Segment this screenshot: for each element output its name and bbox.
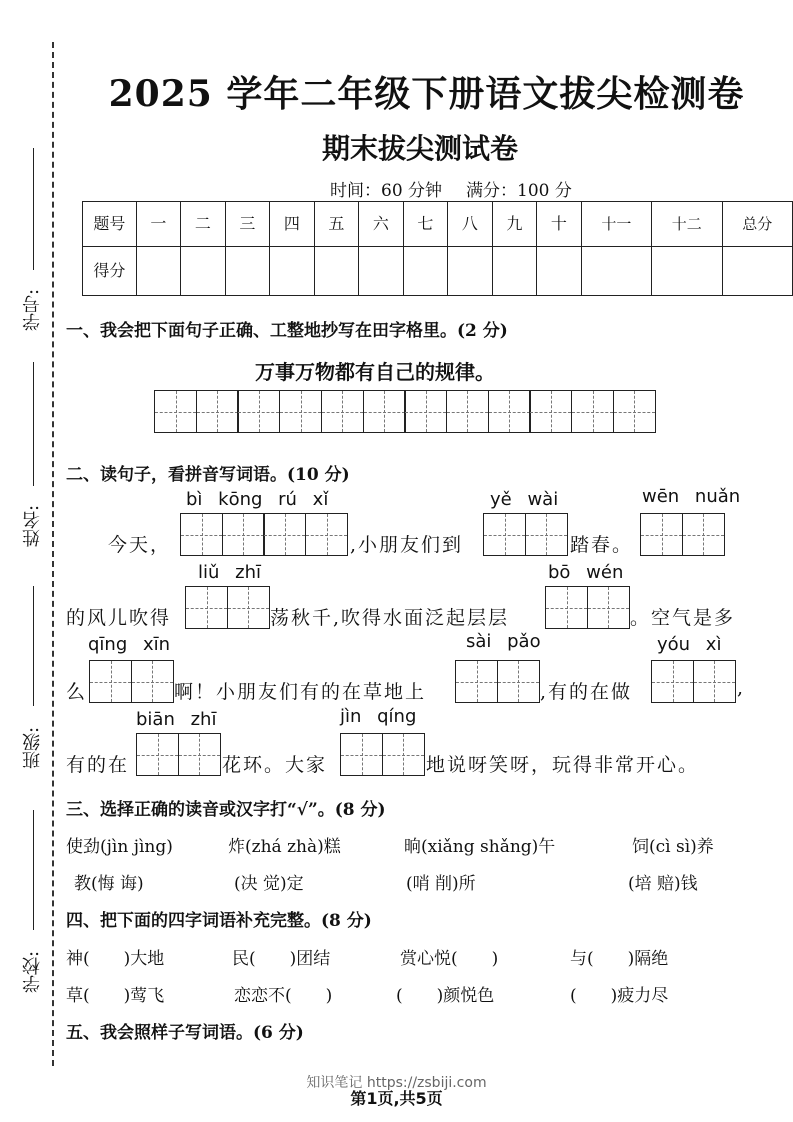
score-col-1: 一: [136, 202, 181, 247]
choice-item[interactable]: (培 赔)钱: [628, 874, 698, 894]
tian-cell[interactable]: [340, 733, 383, 776]
section-3-heading: 三、选择正确的读音或汉字打“√”。(8 分): [66, 800, 386, 820]
score-col-3: 三: [225, 202, 270, 247]
score-cell[interactable]: [722, 247, 792, 296]
footer-site-watermark: 知识笔记 https://zsbiji.com: [306, 1075, 487, 1091]
choice-item[interactable]: (决 觉)定: [234, 874, 304, 894]
section-2-heading: 二、读句子，看拼音写词语。(10 分): [66, 465, 350, 485]
tian-cell[interactable]: [446, 390, 489, 433]
pinyin-9: biān zhī: [136, 709, 217, 730]
tian-cell[interactable]: [279, 390, 322, 433]
score-col-6: 六: [359, 202, 404, 247]
pinyin-2: yě wài: [490, 489, 559, 510]
school-label: 学校:: [22, 950, 43, 994]
binding-dashed-line: [52, 42, 54, 1066]
s2-text-5: 荡秋千,吹得水面泛起层层: [270, 607, 510, 629]
score-col-10: 十: [537, 202, 582, 247]
tian-cell[interactable]: [89, 660, 132, 703]
score-cell[interactable]: [403, 247, 448, 296]
score-row2-head: 得分: [83, 247, 137, 296]
tian-cell[interactable]: [196, 390, 239, 433]
tian-cell[interactable]: [488, 390, 531, 433]
pinyin-7: sài pǎo: [466, 631, 541, 652]
score-col-4: 四: [270, 202, 315, 247]
tian-cell[interactable]: [483, 513, 526, 556]
idiom-item[interactable]: 与( )隔绝: [570, 949, 669, 969]
score-table-header-row: [83, 202, 793, 247]
tian-cell[interactable]: [640, 513, 683, 556]
id-blank-line: [33, 148, 34, 270]
s2-text-10: ,: [737, 677, 746, 699]
pinyin-8: yóu xì: [657, 634, 722, 655]
page-subtitle: 期末拔尖测试卷: [321, 132, 518, 165]
score-row1-head: 题号: [83, 202, 137, 247]
choice-item[interactable]: 教(悔 诲): [74, 874, 144, 894]
exam-time: 时间：60 分钟: [330, 181, 443, 201]
score-cell[interactable]: [359, 247, 404, 296]
tian-cell[interactable]: [651, 660, 694, 703]
score-col-5: 五: [314, 202, 359, 247]
idiom-item[interactable]: 民( )团结: [232, 949, 331, 969]
tian-cell[interactable]: [180, 513, 223, 556]
section-4-heading: 四、把下面的四字词语补充完整。(8 分): [66, 911, 372, 931]
answer-grid-7[interactable]: [455, 660, 540, 703]
idiom-item[interactable]: 恋恋不( ): [234, 986, 333, 1006]
answer-grid-9[interactable]: [136, 733, 221, 776]
answer-grid-5[interactable]: [545, 586, 630, 629]
tian-cell[interactable]: [525, 513, 568, 556]
tian-cell[interactable]: [154, 390, 197, 433]
class-blank-line: [33, 810, 34, 930]
s2-text-2: ,小朋友们到: [350, 534, 464, 556]
score-cell[interactable]: [136, 247, 181, 296]
s2-text-6: 。空气是多: [630, 607, 736, 629]
tian-cell[interactable]: [185, 586, 228, 629]
tian-cell[interactable]: [497, 660, 540, 703]
score-table-score-row: [83, 247, 793, 296]
tian-cell[interactable]: [178, 733, 221, 776]
name-label: 姓名:: [22, 504, 43, 548]
tian-cell[interactable]: [455, 660, 498, 703]
page-title: 2025 学年二年级下册语文拔尖检测卷: [108, 73, 745, 115]
tian-cell[interactable]: [363, 390, 406, 433]
score-col-8: 八: [448, 202, 493, 247]
s2-text-1: 今天，: [108, 534, 172, 556]
s2-text-4: 的风儿吹得: [66, 607, 172, 629]
answer-grid-3[interactable]: [640, 513, 725, 556]
pinyin-10: jìn qíng: [340, 706, 417, 727]
score-cell[interactable]: [314, 247, 359, 296]
idiom-item[interactable]: 赏心悦( ): [400, 949, 499, 969]
score-cell[interactable]: [537, 247, 582, 296]
s2-text-8: 啊！小朋友们有的在草地上: [174, 681, 427, 703]
idiom-item[interactable]: ( )颜悦色: [396, 986, 495, 1006]
tian-cell[interactable]: [382, 733, 425, 776]
tian-cell[interactable]: [131, 660, 174, 703]
score-cell[interactable]: [581, 247, 651, 296]
s2-text-12: 花环。大家: [222, 754, 328, 776]
tian-cell[interactable]: [571, 390, 614, 433]
score-cell[interactable]: [492, 247, 537, 296]
exam-full-score: 满分：100 分: [466, 181, 572, 201]
score-col-2: 二: [181, 202, 226, 247]
answer-grid-10[interactable]: [340, 733, 425, 776]
tian-cell[interactable]: [682, 513, 725, 556]
score-col-11: 十一: [581, 202, 651, 247]
name-blank-line: [33, 586, 34, 706]
s2-text-13: 地说呀笑呀，玩得非常开心。: [426, 754, 700, 776]
s2-text-7: 么: [66, 681, 88, 703]
pinyin-5: bō wén: [548, 562, 624, 583]
pinyin-6: qīng xīn: [88, 634, 171, 655]
score-cell[interactable]: [181, 247, 226, 296]
score-cell[interactable]: [225, 247, 270, 296]
score-cell[interactable]: [270, 247, 315, 296]
tian-cell[interactable]: [404, 390, 447, 433]
section-1-grid[interactable]: [154, 390, 656, 433]
choice-item[interactable]: 使劲(jìn jìng): [66, 837, 173, 857]
footer-page-number: 第1页,共5页: [350, 1089, 443, 1108]
answer-grid-1[interactable]: [180, 513, 348, 556]
s2-text-11: 有的在: [66, 754, 130, 776]
answer-grid-4[interactable]: [185, 586, 270, 629]
s2-text-3: 踏春。: [570, 534, 634, 556]
tian-cell[interactable]: [545, 586, 588, 629]
id-label: 学号:: [22, 288, 43, 332]
score-cell[interactable]: [448, 247, 493, 296]
section-5-heading: 五、我会照样子写词语。(6 分): [66, 1023, 304, 1043]
score-table: [82, 201, 793, 296]
tian-cell[interactable]: [587, 586, 630, 629]
section-1-heading: 一、我会把下面句子正确、工整地抄写在田字格里。(2 分): [66, 321, 508, 341]
idiom-item[interactable]: 神( )大地: [66, 949, 165, 969]
name-blank-line-top: [33, 362, 34, 486]
exam-info: [330, 176, 596, 201]
pinyin-1: bì kōng rú xǐ: [186, 489, 329, 510]
score-col-12: 十二: [652, 202, 722, 247]
answer-grid-2[interactable]: [483, 513, 568, 556]
tian-cell[interactable]: [263, 513, 306, 556]
pinyin-3: wēn nuǎn: [642, 486, 741, 507]
tian-cell[interactable]: [613, 390, 656, 433]
tian-cell[interactable]: [321, 390, 364, 433]
score-col-total: 总分: [722, 202, 792, 247]
class-label: 班级:: [22, 726, 43, 770]
choice-item[interactable]: (哨 削)所: [406, 874, 476, 894]
choice-item[interactable]: 饲(cì sì)养: [632, 837, 714, 857]
choice-item[interactable]: 晌(xiǎng shǎng)午: [404, 837, 556, 857]
score-col-7: 七: [403, 202, 448, 247]
score-cell[interactable]: [652, 247, 722, 296]
tian-cell[interactable]: [136, 733, 179, 776]
choice-item[interactable]: 炸(zhá zhà)糕: [228, 837, 341, 857]
score-col-9: 九: [492, 202, 537, 247]
tian-cell[interactable]: [693, 660, 736, 703]
tian-cell[interactable]: [227, 586, 270, 629]
tian-cell[interactable]: [305, 513, 348, 556]
tian-cell[interactable]: [237, 390, 280, 433]
tian-cell[interactable]: [529, 390, 572, 433]
section-1-sentence: 万事万物都有自己的规律。: [255, 360, 495, 384]
idiom-item[interactable]: ( )疲力尽: [570, 986, 669, 1006]
tian-cell[interactable]: [222, 513, 265, 556]
idiom-item[interactable]: 草( )莺飞: [66, 986, 165, 1006]
answer-grid-6[interactable]: [89, 660, 174, 703]
s2-text-9: ,有的在做: [540, 681, 633, 703]
answer-grid-8[interactable]: [651, 660, 736, 703]
pinyin-4: liǔ zhī: [198, 562, 261, 583]
